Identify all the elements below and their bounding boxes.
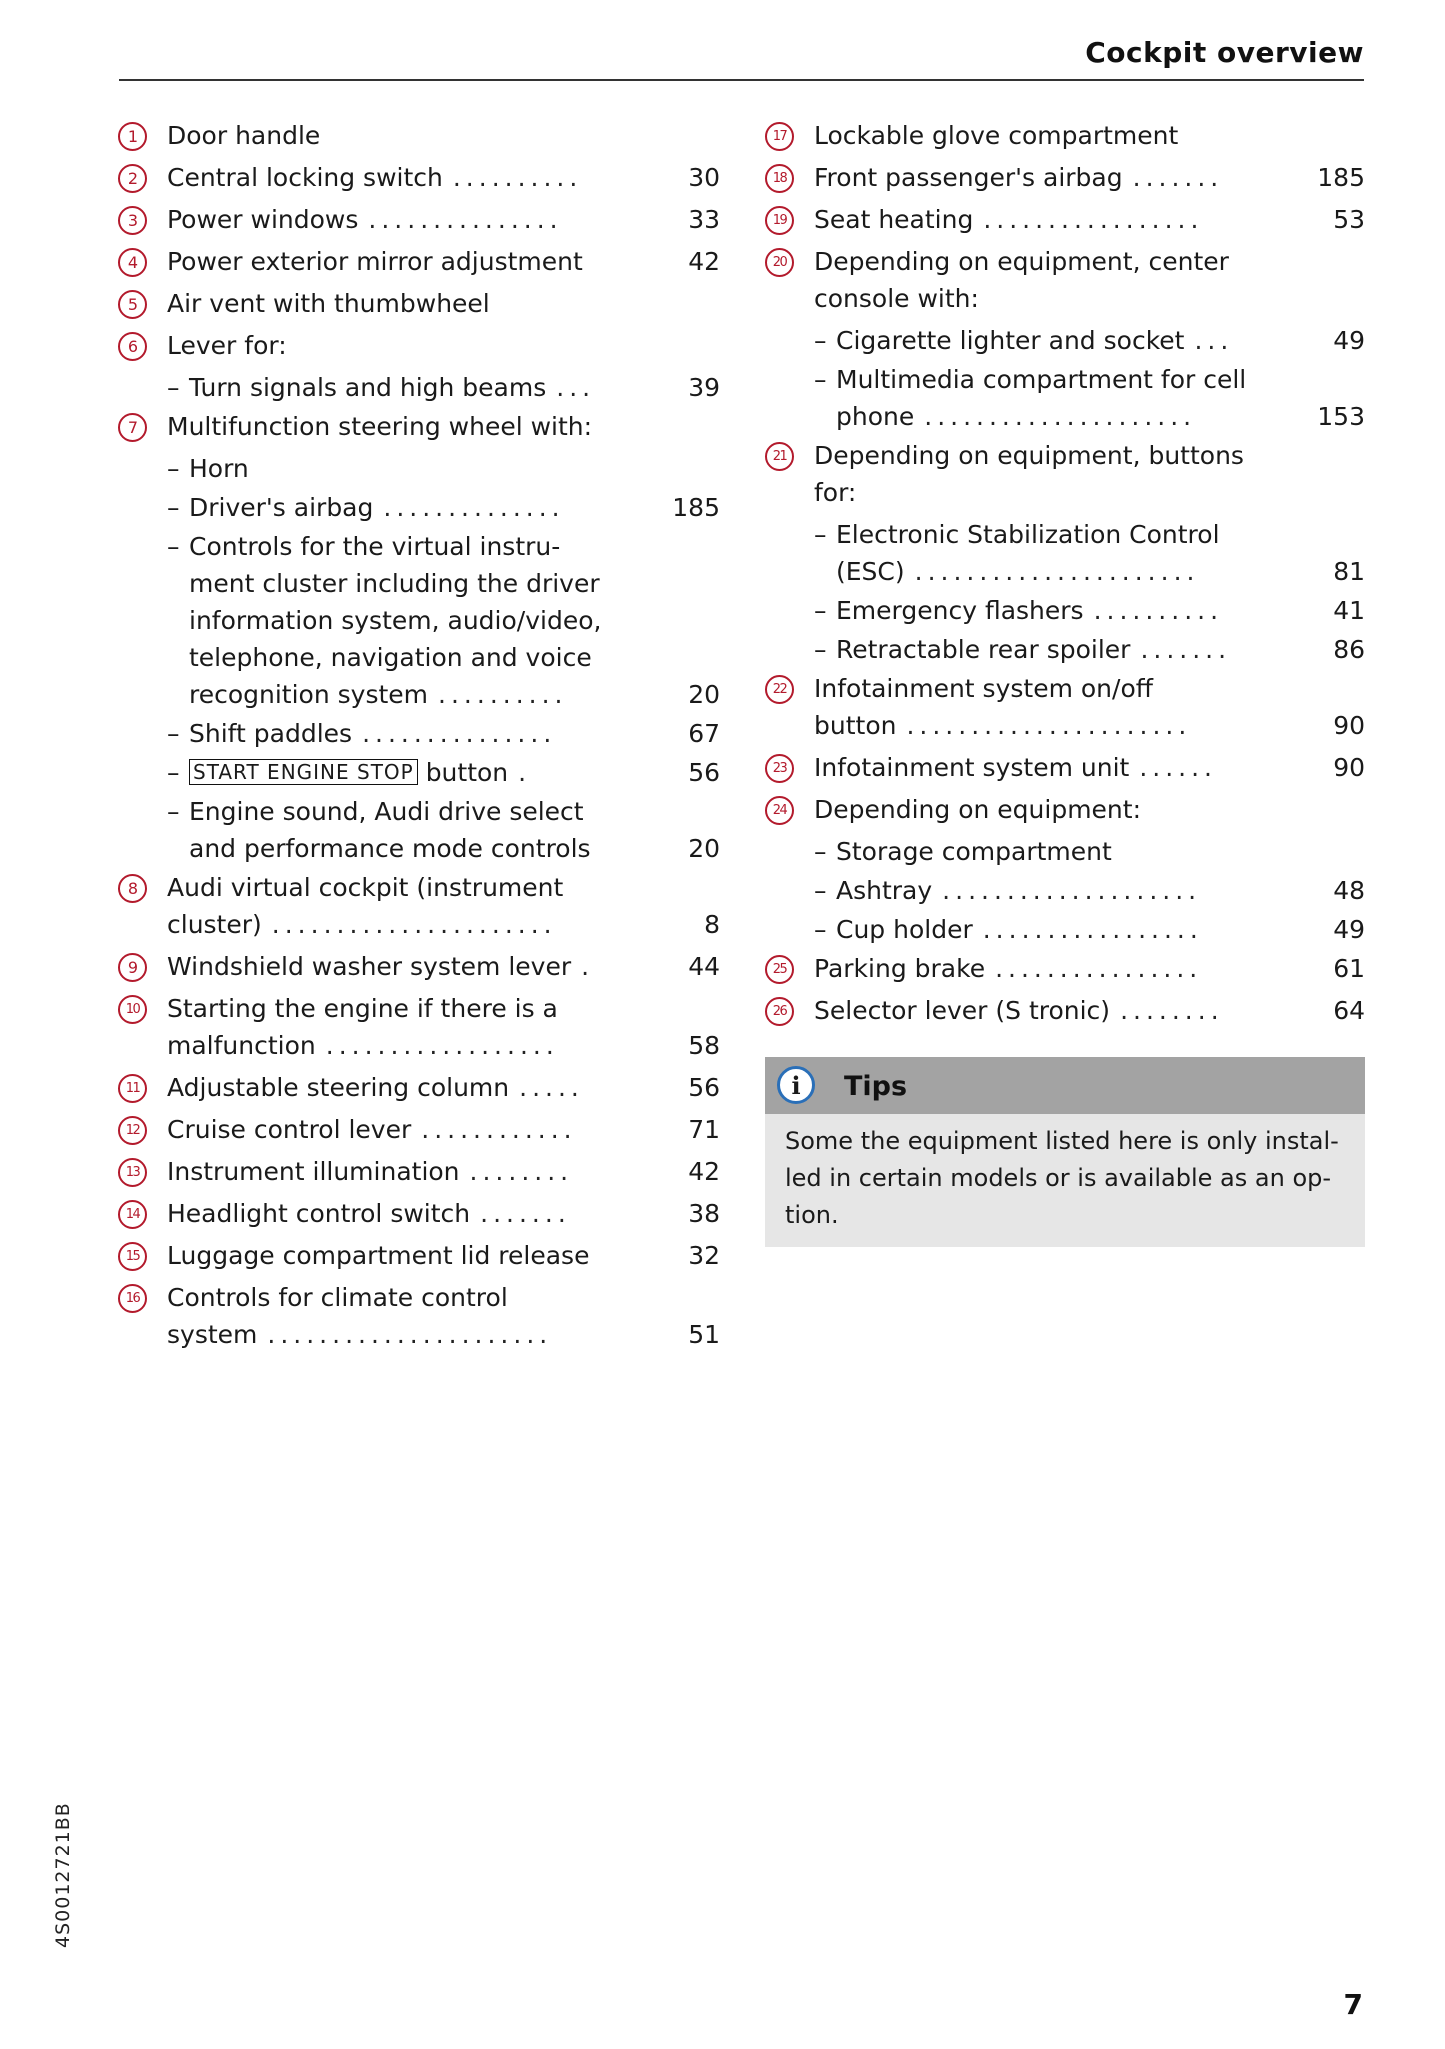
- dash-bullet: –: [814, 326, 827, 355]
- list-item-21: [765, 437, 1365, 511]
- tips-line: led in certain models or is available as an op-: [785, 1164, 1332, 1192]
- document-code: 4S0012721BB: [52, 1802, 74, 1948]
- item-line: Depending on equipment, buttons: [814, 441, 1244, 470]
- page-reference: 33: [688, 205, 720, 234]
- sub-item-label: button: [425, 758, 509, 787]
- dot-leader: ......................: [914, 557, 1200, 586]
- list-item-8: [118, 869, 720, 943]
- callout-number-25: 25: [765, 955, 794, 984]
- sub-item-label: Driver's airbag: [189, 493, 374, 522]
- list-item-5: [118, 285, 720, 322]
- list-item-22: [765, 670, 1365, 744]
- item-label: Infotainment system unit: [814, 753, 1130, 782]
- callout-number-5: 5: [118, 290, 147, 319]
- page-reference: 20: [688, 834, 720, 863]
- item-line: Controls for climate control: [167, 1283, 508, 1312]
- dash-bullet: –: [814, 596, 827, 625]
- start-engine-stop-key: START ENGINE STOP: [189, 759, 418, 785]
- sub-item-line: recognition system: [189, 680, 429, 709]
- tips-box: [765, 1057, 1365, 1247]
- list-item-17: [765, 117, 1365, 154]
- list-item-13: [118, 1153, 720, 1190]
- sub-item: [765, 322, 1365, 359]
- page-reference: 86: [1333, 635, 1365, 664]
- dot-leader: ..........: [452, 163, 583, 192]
- callout-number-17: 17: [765, 122, 794, 151]
- page-reference: 90: [1333, 753, 1365, 782]
- item-label: Door handle: [167, 121, 321, 150]
- item-label: Windshield washer system lever: [167, 952, 572, 981]
- list-item-3: [118, 201, 720, 238]
- page-reference: 56: [688, 1073, 720, 1102]
- sub-item: [118, 715, 720, 752]
- list-item-18: [765, 159, 1365, 196]
- tips-body: [765, 1114, 1365, 1247]
- page-reference: 30: [688, 163, 720, 192]
- callout-number-21: 21: [765, 442, 794, 471]
- dash-bullet: –: [167, 493, 180, 522]
- callout-number-13: 13: [118, 1158, 147, 1187]
- sub-item-line: information system, audio/video,: [189, 606, 602, 635]
- item-label: Depending on equipment:: [814, 795, 1142, 824]
- dot-leader: ..........: [1093, 596, 1224, 625]
- page-reference: 90: [1333, 711, 1365, 740]
- page-reference: 56: [688, 758, 720, 787]
- dot-leader: .................: [982, 915, 1203, 944]
- list-item-10: [118, 990, 720, 1064]
- list-item-14: [118, 1195, 720, 1232]
- sub-item: [118, 450, 720, 487]
- item-label: Seat heating: [814, 205, 974, 234]
- callout-number-4: 4: [118, 248, 147, 277]
- callout-number-9: 9: [118, 953, 147, 982]
- dot-leader: ......................: [271, 910, 557, 939]
- page-reference: 153: [1317, 402, 1365, 431]
- dot-leader: ............: [421, 1115, 577, 1144]
- dot-leader: ..................: [325, 1031, 559, 1060]
- item-line: console with:: [814, 284, 979, 313]
- page-reference: 61: [1333, 954, 1365, 983]
- dot-leader: ......: [1139, 753, 1218, 782]
- dash-bullet: –: [814, 837, 827, 866]
- sub-item-label: Storage compartment: [836, 837, 1112, 866]
- dot-leader: ...............: [368, 205, 563, 234]
- item-label: Central locking switch: [167, 163, 443, 192]
- callout-number-16: 16: [118, 1284, 147, 1313]
- dot-leader: ......................: [267, 1320, 553, 1349]
- list-item-19: [765, 201, 1365, 238]
- page-reference: 49: [1333, 915, 1365, 944]
- dot-leader: ....................: [942, 876, 1202, 905]
- item-label: Parking brake: [814, 954, 986, 983]
- sub-item: [765, 361, 1365, 435]
- item-label: Multifunction steering wheel with:: [167, 412, 593, 441]
- dot-leader: .: [581, 952, 595, 981]
- list-item-4: [118, 243, 720, 280]
- item-label: Headlight control switch: [167, 1199, 471, 1228]
- sub-item-line: phone: [836, 402, 915, 431]
- list-item-9: [118, 948, 720, 985]
- page-reference: 44: [688, 952, 720, 981]
- dot-leader: ......................: [906, 711, 1192, 740]
- item-line: malfunction: [167, 1031, 316, 1060]
- page-number: 7: [1343, 1988, 1363, 2021]
- page-reference: 20: [688, 680, 720, 709]
- page-reference: 42: [688, 247, 720, 276]
- list-item-1: [118, 117, 720, 154]
- sub-item: [118, 754, 720, 791]
- page-reference: 8: [704, 910, 720, 939]
- dot-leader: .......: [1132, 163, 1224, 192]
- right-column: [765, 117, 1365, 1247]
- list-item-15: [118, 1237, 720, 1274]
- item-label: Lever for:: [167, 331, 287, 360]
- list-item-12: [118, 1111, 720, 1148]
- dot-leader: ................: [995, 954, 1203, 983]
- dot-leader: .....: [519, 1073, 584, 1102]
- page-reference: 81: [1333, 557, 1365, 586]
- sub-item-line: (ESC): [836, 557, 905, 586]
- callout-number-22: 22: [765, 675, 794, 704]
- dash-bullet: –: [167, 758, 180, 787]
- item-label: Lockable glove compartment: [814, 121, 1179, 150]
- list-item-2: [118, 159, 720, 196]
- sub-item-label: Shift paddles: [189, 719, 353, 748]
- page-reference: 48: [1333, 876, 1365, 905]
- list-item-24: [765, 791, 1365, 828]
- callout-number-15: 15: [118, 1242, 147, 1271]
- sub-item-line: Electronic Stabilization Control: [836, 520, 1220, 549]
- callout-number-24: 24: [765, 796, 794, 825]
- dash-bullet: –: [814, 915, 827, 944]
- sub-item: [118, 528, 720, 713]
- sub-item-label: Retractable rear spoiler: [836, 635, 1131, 664]
- list-item-20: [765, 243, 1365, 317]
- header-divider: [119, 79, 1364, 81]
- sub-item-label: Cigarette lighter and socket: [836, 326, 1185, 355]
- dash-bullet: –: [814, 635, 827, 664]
- callout-number-3: 3: [118, 206, 147, 235]
- sub-item-line: and performance mode controls: [189, 834, 591, 863]
- sub-item: [765, 592, 1365, 629]
- callout-number-7: 7: [118, 413, 147, 442]
- callout-number-20: 20: [765, 248, 794, 277]
- list-item-11: [118, 1069, 720, 1106]
- item-label: Power exterior mirror adjustment: [167, 247, 583, 276]
- dot-leader: .......: [1140, 635, 1232, 664]
- list-item-6: [118, 327, 720, 364]
- tips-line: Some the equipment listed here is only instal-: [785, 1127, 1339, 1155]
- item-label: Air vent with thumbwheel: [167, 289, 490, 318]
- item-label: Front passenger's airbag: [814, 163, 1123, 192]
- dot-leader: ...: [556, 373, 596, 402]
- callout-number-1: 1: [118, 122, 147, 151]
- item-line: cluster): [167, 910, 262, 939]
- sub-item: [765, 833, 1365, 870]
- page-reference: 71: [688, 1115, 720, 1144]
- callout-number-10: 10: [118, 995, 147, 1024]
- sub-item-line: ment cluster including the driver: [189, 569, 600, 598]
- callout-number-19: 19: [765, 206, 794, 235]
- item-label: Luggage compartment lid release: [167, 1241, 590, 1270]
- dot-leader: ..........: [438, 680, 568, 709]
- page-reference: 58: [688, 1031, 720, 1060]
- dot-leader: .: [518, 758, 532, 787]
- callout-number-14: 14: [118, 1200, 147, 1229]
- section-title: Cockpit overview: [1085, 36, 1364, 69]
- callout-number-2: 2: [118, 164, 147, 193]
- dot-leader: .....................: [924, 402, 1197, 431]
- dot-leader: .................: [983, 205, 1204, 234]
- sub-item: [118, 793, 720, 867]
- dot-leader: ...: [1194, 326, 1234, 355]
- sub-item-label: Ashtray: [836, 876, 933, 905]
- list-item-26: [765, 992, 1365, 1029]
- sub-item: [765, 872, 1365, 909]
- dash-bullet: –: [167, 532, 180, 561]
- page-reference: 42: [688, 1157, 720, 1186]
- callout-number-18: 18: [765, 164, 794, 193]
- callout-number-23: 23: [765, 754, 794, 783]
- page-reference: 53: [1333, 205, 1365, 234]
- dash-bullet: –: [167, 373, 180, 402]
- page-reference: 32: [688, 1241, 720, 1270]
- item-label: Cruise control lever: [167, 1115, 412, 1144]
- item-label: Power windows: [167, 205, 359, 234]
- info-icon: i: [777, 1066, 815, 1104]
- callout-number-11: 11: [118, 1074, 147, 1103]
- sub-item: [118, 489, 720, 526]
- item-line: Depending on equipment, center: [814, 247, 1229, 276]
- sub-item-label: Turn signals and high beams: [189, 373, 547, 402]
- tips-header: [765, 1057, 1365, 1114]
- page-reference: 185: [1317, 163, 1365, 192]
- item-line: system: [167, 1320, 258, 1349]
- sub-item-label: Cup holder: [836, 915, 973, 944]
- list-item-16: [118, 1279, 720, 1353]
- sub-item-line: Controls for the virtual instru-: [189, 532, 561, 561]
- dot-leader: ........: [1120, 996, 1224, 1025]
- item-line: for:: [814, 478, 857, 507]
- dot-leader: ........: [469, 1157, 574, 1186]
- list-item-25: [765, 950, 1365, 987]
- page-reference: 41: [1333, 596, 1365, 625]
- sub-item-line: Engine sound, Audi drive select: [189, 797, 584, 826]
- item-line: Audi virtual cockpit (instrument: [167, 873, 564, 902]
- callout-number-6: 6: [118, 332, 147, 361]
- sub-item: [118, 369, 720, 406]
- dot-leader: ...............: [362, 719, 557, 748]
- page-reference: 51: [688, 1320, 720, 1349]
- callout-number-8: 8: [118, 874, 147, 903]
- page-reference: 64: [1333, 996, 1365, 1025]
- tips-title: Tips: [844, 1071, 908, 1102]
- list-item-7: [118, 408, 720, 445]
- dash-bullet: –: [814, 365, 827, 394]
- page-reference: 39: [688, 373, 720, 402]
- page-reference: 38: [688, 1199, 720, 1228]
- dash-bullet: –: [167, 797, 180, 826]
- dash-bullet: –: [167, 454, 180, 483]
- sub-item-line: Multimedia compartment for cell: [836, 365, 1247, 394]
- page-reference: 185: [672, 493, 720, 522]
- item-line: Infotainment system on/off: [814, 674, 1153, 703]
- sub-item: [765, 911, 1365, 948]
- dash-bullet: –: [814, 876, 827, 905]
- item-line: Starting the engine if there is a: [167, 994, 558, 1023]
- dash-bullet: –: [814, 520, 827, 549]
- sub-item-line: telephone, navigation and voice: [189, 643, 592, 672]
- dash-bullet: –: [167, 719, 180, 748]
- callout-number-26: 26: [765, 997, 794, 1026]
- dot-leader: .......: [480, 1199, 571, 1228]
- tips-line: tion.: [785, 1201, 839, 1229]
- callout-number-12: 12: [118, 1116, 147, 1145]
- left-column: [118, 117, 720, 1358]
- sub-item-label: Horn: [189, 454, 249, 483]
- page-reference: 67: [688, 719, 720, 748]
- item-label: Instrument illumination: [167, 1157, 460, 1186]
- list-item-23: [765, 749, 1365, 786]
- item-label: Selector lever (S tronic): [814, 996, 1111, 1025]
- item-line: button: [814, 711, 897, 740]
- page-reference: 49: [1333, 326, 1365, 355]
- sub-item: [765, 516, 1365, 590]
- sub-item-label: Emergency flashers: [836, 596, 1084, 625]
- item-label: Adjustable steering column: [167, 1073, 510, 1102]
- sub-item: [765, 631, 1365, 668]
- dot-leader: ..............: [383, 493, 565, 522]
